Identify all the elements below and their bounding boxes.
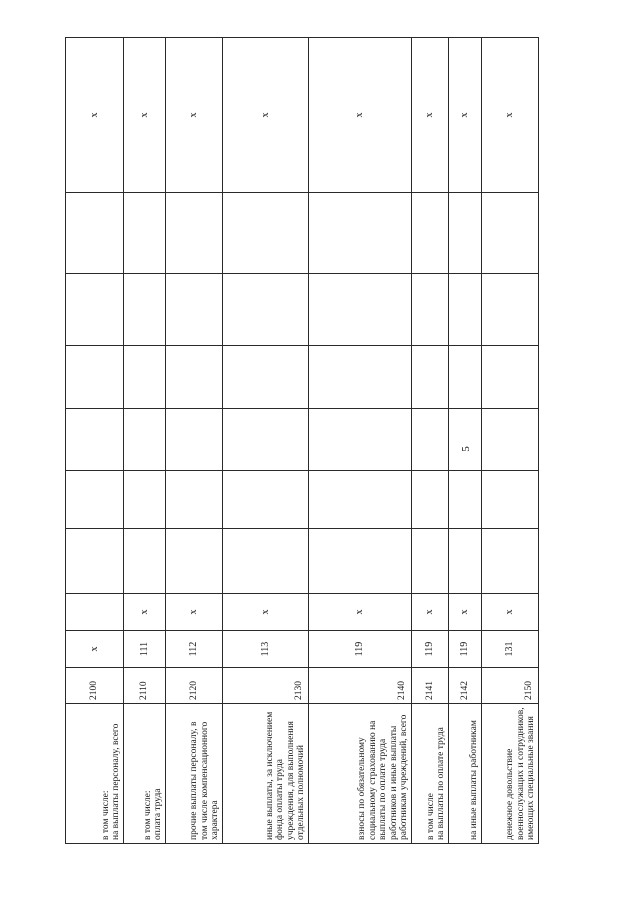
value-cell: х [309,38,412,193]
row-kbk-code: 119 [309,631,412,668]
row-kbk-code: 112 [166,631,223,668]
value-cell [449,346,482,409]
value-cell [449,193,482,274]
value-cell [66,274,124,346]
value-cell [482,346,539,409]
value-cell [449,471,482,529]
row-line-code: 2100 [66,668,124,704]
row-kbk-code: х [66,631,124,668]
value-cell [166,409,223,471]
value-cell [66,594,124,631]
value-cell: х [482,38,539,193]
row-description: денежное довольствие военнослужащих и сотрудников, имеющих специальные звания [482,704,539,844]
value-cell: х [66,38,124,193]
row-description: иные выплаты, за исключением фонда оплаты труда учреждения, для выполнения отдельных полномочий [223,704,309,844]
value-cell [309,346,412,409]
table-row [66,38,124,844]
value-cell: х [449,38,482,193]
value-cell [223,471,309,529]
table-body [66,38,539,844]
value-cell [412,274,449,346]
value-cell [309,471,412,529]
row-line-code: 2141 [412,668,449,704]
row-description: прочие выплаты персоналу, в том числе компенсационного характера [166,704,223,844]
row-kbk-code: 119 [449,631,482,668]
table-row [124,38,166,844]
table-row [309,38,412,844]
value-cell [482,274,539,346]
row-line-code: 2110 [124,668,166,704]
value-cell [412,409,449,471]
table-row [449,38,482,844]
value-cell [166,471,223,529]
value-cell [412,193,449,274]
value-cell [124,409,166,471]
row-description: в том числе на выплаты по оплате труда [412,704,449,844]
value-cell: х [166,594,223,631]
row-description: в том числе: оплата труда [124,704,166,844]
value-cell [124,471,166,529]
value-cell [166,529,223,594]
page-number: 5 [460,446,472,452]
value-cell [412,346,449,409]
row-kbk-code: 131 [482,631,539,668]
value-cell: х [124,38,166,193]
budget-table [65,37,539,844]
value-cell [223,529,309,594]
value-cell [66,471,124,529]
value-cell [482,529,539,594]
row-line-code: 2142 [449,668,482,704]
value-cell [166,193,223,274]
row-line-code: 2130 [223,668,309,704]
row-line-code: 2150 [482,668,539,704]
value-cell: х [124,594,166,631]
value-cell: х [482,594,539,631]
table-row [223,38,309,844]
row-description: в том числе: на выплаты персоналу, всего [66,704,124,844]
value-cell: х [223,38,309,193]
value-cell [449,409,482,471]
value-cell [309,409,412,471]
value-cell: х [412,38,449,193]
value-cell [449,529,482,594]
value-cell [412,471,449,529]
value-cell [124,193,166,274]
value-cell: х [223,594,309,631]
value-cell [66,193,124,274]
value-cell [223,274,309,346]
value-cell [482,193,539,274]
value-cell [124,346,166,409]
row-kbk-code: 111 [124,631,166,668]
value-cell: х [309,594,412,631]
table-viewport [65,38,537,844]
row-description: взносы по обязательному социальному страхованию на выплаты по оплате труда работников и иные выплаты работникам учреждений, всего [309,704,412,844]
value-cell [166,346,223,409]
row-line-code: 2120 [166,668,223,704]
value-cell [223,409,309,471]
value-cell [166,274,223,346]
value-cell [124,274,166,346]
value-cell: х [166,38,223,193]
value-cell [309,529,412,594]
value-cell [309,193,412,274]
value-cell [66,409,124,471]
value-cell: х [449,594,482,631]
value-cell [66,529,124,594]
table-row [412,38,449,844]
value-cell [309,274,412,346]
value-cell [223,193,309,274]
value-cell [482,471,539,529]
value-cell [66,346,124,409]
row-description: на иные выплаты работникам [449,704,482,844]
value-cell [223,346,309,409]
value-cell: х [412,594,449,631]
value-cell [124,529,166,594]
value-cell [449,274,482,346]
table-row [482,38,539,844]
row-kbk-code: 113 [223,631,309,668]
row-line-code: 2140 [309,668,412,704]
table-row [166,38,223,844]
row-kbk-code: 119 [412,631,449,668]
value-cell [412,529,449,594]
value-cell [482,409,539,471]
